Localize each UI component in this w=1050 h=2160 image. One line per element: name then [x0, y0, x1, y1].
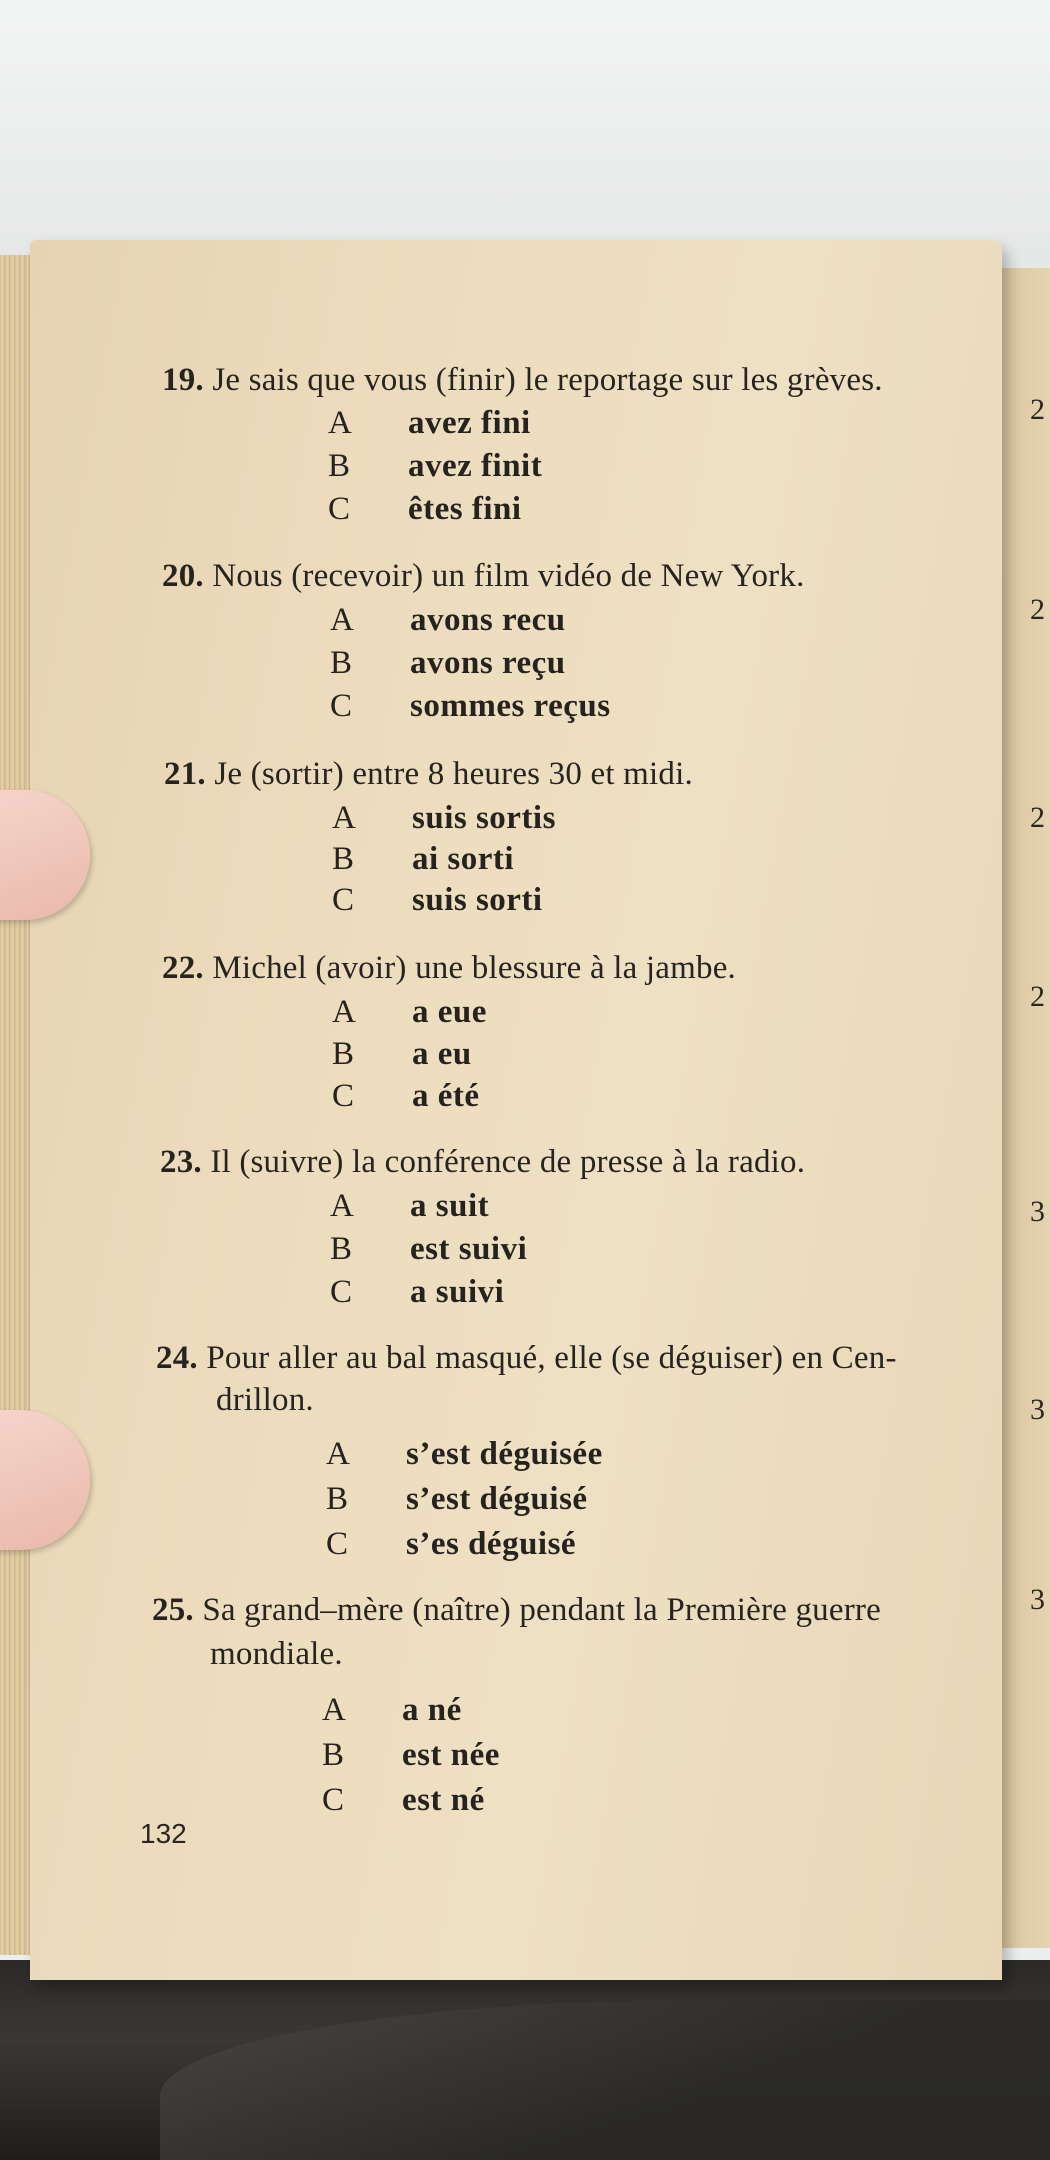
option-text: a eue: [412, 994, 487, 1030]
option-b: [322, 1737, 500, 1774]
option-text: est né: [402, 1782, 485, 1818]
option-text: suis sorti: [412, 882, 543, 918]
option-text: êtes fini: [408, 491, 522, 527]
option-letter: B: [330, 1231, 353, 1267]
option-c: [332, 882, 543, 919]
option-a: [322, 1692, 462, 1729]
question-20: [162, 558, 805, 595]
question-22: [162, 950, 736, 987]
option-b: [332, 841, 514, 878]
option-text: s’est déguisé: [406, 1481, 588, 1517]
option-b: [330, 1231, 527, 1268]
option-letter: A: [332, 994, 356, 1030]
next-page-number: 2: [1030, 801, 1045, 834]
option-letter: C: [330, 1274, 353, 1310]
option-a: [330, 1188, 489, 1225]
option-letter: A: [328, 405, 352, 441]
question-number: 20.: [162, 558, 204, 594]
option-letter: B: [326, 1481, 349, 1517]
question-text: Je (sortir) entre 8 heures 30 et midi.: [214, 756, 693, 792]
next-page-number: 3: [1030, 1583, 1045, 1616]
question-19: [162, 362, 883, 399]
option-letter: B: [322, 1737, 345, 1773]
option-text: a suit: [410, 1188, 490, 1224]
option-c: [332, 1078, 480, 1115]
option-letter: A: [326, 1436, 350, 1472]
page-number: 132: [140, 1818, 187, 1849]
option-letter: C: [332, 882, 355, 918]
option-text: a né: [402, 1692, 462, 1728]
option-b: [330, 645, 566, 682]
option-text: a eu: [412, 1036, 472, 1072]
option-text: est née: [402, 1737, 500, 1773]
option-c: [330, 1274, 504, 1311]
next-page-number: 2: [1030, 393, 1045, 426]
question-text: Je sais que vous (finir) le reportage sur les grèves.: [212, 362, 883, 398]
option-text: avez finit: [408, 448, 543, 484]
question-text: Il (suivre) la conférence de presse à la radio.: [210, 1144, 806, 1180]
option-a: [332, 994, 487, 1031]
option-letter: A: [330, 1188, 354, 1224]
option-text: avons reçu: [410, 645, 566, 681]
option-a: [326, 1436, 603, 1473]
option-letter: A: [322, 1692, 346, 1728]
question-25: [152, 1592, 881, 1629]
option-a: [332, 800, 556, 837]
question-21: [164, 756, 693, 793]
question-number: 22.: [162, 950, 204, 986]
question-text: Michel (avoir) une blessure à la jambe.: [212, 950, 736, 986]
option-text: s’es déguisé: [406, 1526, 577, 1562]
option-letter: C: [322, 1782, 345, 1818]
option-text: a été: [412, 1078, 480, 1114]
option-letter: A: [332, 800, 356, 836]
option-text: est suivi: [410, 1231, 528, 1267]
option-c: [328, 491, 522, 528]
option-letter: C: [330, 688, 353, 724]
question-number: 24.: [156, 1340, 198, 1376]
question-24: [156, 1340, 897, 1377]
option-letter: C: [332, 1078, 355, 1114]
next-page-number: 3: [1030, 1393, 1045, 1426]
question-25-continued: [210, 1636, 343, 1673]
question-number: 25.: [152, 1592, 194, 1628]
option-b: [328, 448, 542, 485]
option-letter: B: [330, 645, 353, 681]
option-letter: C: [326, 1526, 349, 1562]
option-b: [332, 1036, 472, 1073]
question-number: 23.: [160, 1144, 202, 1180]
book-page: [30, 240, 1002, 1980]
next-page-number: 2: [1030, 593, 1045, 626]
option-text: sommes reçus: [410, 688, 611, 724]
option-text: avez fini: [408, 405, 531, 441]
question-number: 21.: [164, 756, 206, 792]
option-letter: B: [328, 448, 351, 484]
option-text: suis sortis: [412, 800, 556, 836]
option-letter: B: [332, 1036, 355, 1072]
next-page-number: 3: [1030, 1195, 1045, 1228]
question-number: 19.: [162, 362, 204, 398]
next-page-number: 2: [1030, 980, 1045, 1013]
question-23: [160, 1144, 805, 1181]
option-c: [326, 1526, 576, 1563]
question-text: mondiale.: [210, 1636, 343, 1672]
option-a: [330, 602, 566, 639]
question-text: Sa grand–mère (naître) pendant la Première guerre: [202, 1592, 881, 1628]
question-text: drillon.: [216, 1382, 314, 1418]
question-24-continued: [216, 1382, 314, 1419]
option-letter: C: [328, 491, 351, 527]
option-c: [322, 1782, 485, 1819]
option-letter: A: [330, 602, 354, 638]
option-a: [328, 405, 531, 442]
option-text: ai sorti: [412, 841, 515, 877]
question-text: Pour aller au bal masqué, elle (se déguiser) en Cen-: [206, 1340, 897, 1376]
option-c: [330, 688, 611, 725]
option-text: a suivi: [410, 1274, 505, 1310]
option-text: avons recu: [410, 602, 566, 638]
option-letter: B: [332, 841, 355, 877]
option-text: s’est déguisée: [406, 1436, 603, 1472]
next-page-edge: [1000, 268, 1050, 1948]
question-text: Nous (recevoir) un film vidéo de New York.: [212, 558, 805, 594]
option-b: [326, 1481, 588, 1518]
